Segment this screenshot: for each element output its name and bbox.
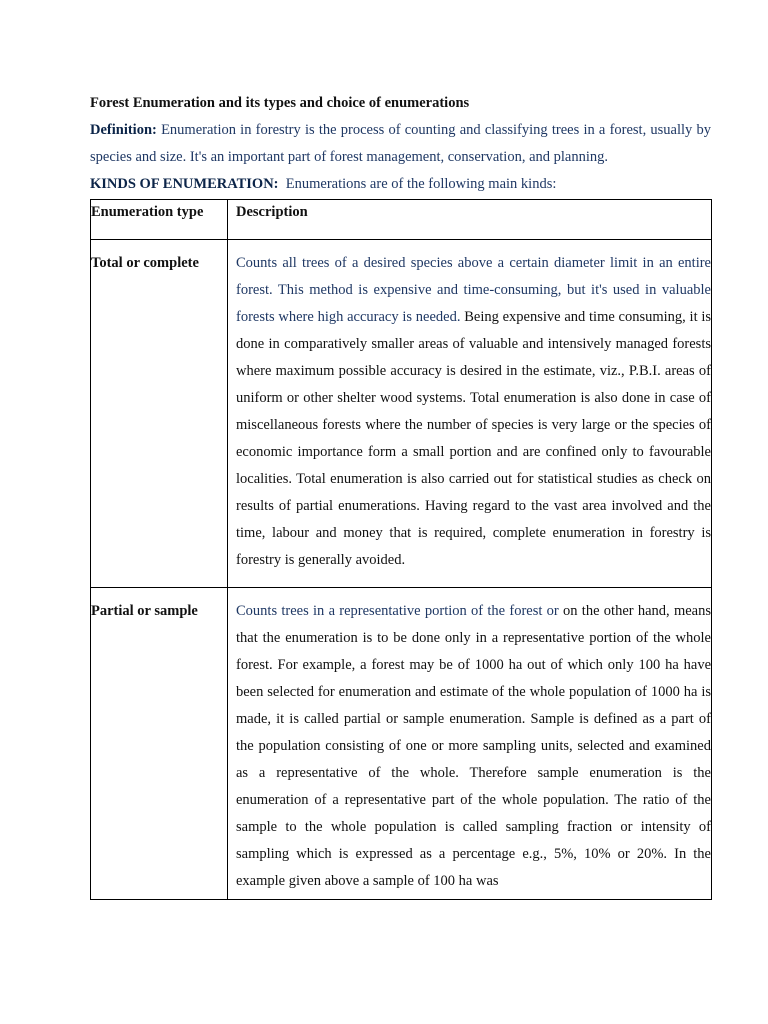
definition-label: Definition: [90,122,157,138]
row-type-cell [91,240,228,588]
row-description-partial [228,588,711,899]
description-rest: on the other hand, means that the enumeration is to be done only in a representative portion of the whole forest. For example, a forest may be of 1000 ha out of which only 100 ha have been selected for enumeration and estimate of the whole population of 1000 ha is made, it is called partial or sample enumeration. Sample is defined as a part of the population consisting of one or more sampling units, selected and examined as a representative of the whole. Therefore sample enumeration is the enumeration of a representative part of the whole population. The ratio of the sample to the whole population is called sampling fraction or intensity of sampling which is expressed as a percentage e.g., 5%, 10% or 20%. In the example given above a sample of 100 ha was [236,603,711,889]
row-description-cell [228,240,712,588]
table-row [91,240,712,588]
row-type-cell [91,588,228,900]
kinds-paragraph [90,171,711,198]
document-page [90,92,711,900]
kinds-text: Enumerations are of the following main kinds: [285,176,557,192]
table-row [91,588,712,900]
kinds-label: KINDS OF ENUMERATION: [90,176,279,192]
row-description-cell [228,588,712,900]
definition-text: Enumeration in forestry is the process of counting and classifying trees in a forest, usually by species and size. It's an important part of forest management, conservation, and planning. [90,122,712,165]
row-description-total [228,240,711,587]
table-header-row [91,200,712,240]
enumeration-table [90,199,712,900]
description-rest: Being expensive and time consuming, it is done in comparatively smaller areas of valuable and intensively managed forests where maximum possible accuracy is desired in the estimate, viz., P.B.I. areas of uniform or other shelter wood systems. Total enumeration is also done in case of miscellaneous forests where the number of species is very large or the species of economic importance form a small portion and are confined only to favourable localities. Total enumeration is also carried out for statistical studies as check on results of partial enumerations. Having regard to the vast area involved and the time, labour and money that is required, complete enumeration in forestry is forestry is generally avoided. [236,309,712,568]
row-type-total: Total or complete [91,255,199,271]
row-type-partial: Partial or sample [91,603,198,619]
header-enumeration-type: Enumeration type [91,200,228,240]
document-title: Forest Enumeration and its types and choice of enumerations [90,95,470,111]
definition-paragraph [90,117,711,171]
description-highlight: Counts trees in a representative portion of the forest or [236,603,559,619]
header-description: Description [228,200,712,240]
description-highlight: Counts all trees of a desired species above a certain diameter limit in an entire forest. This method is expensive and time-consuming, but it's used in valuable forests where high accuracy is needed. [236,255,711,325]
